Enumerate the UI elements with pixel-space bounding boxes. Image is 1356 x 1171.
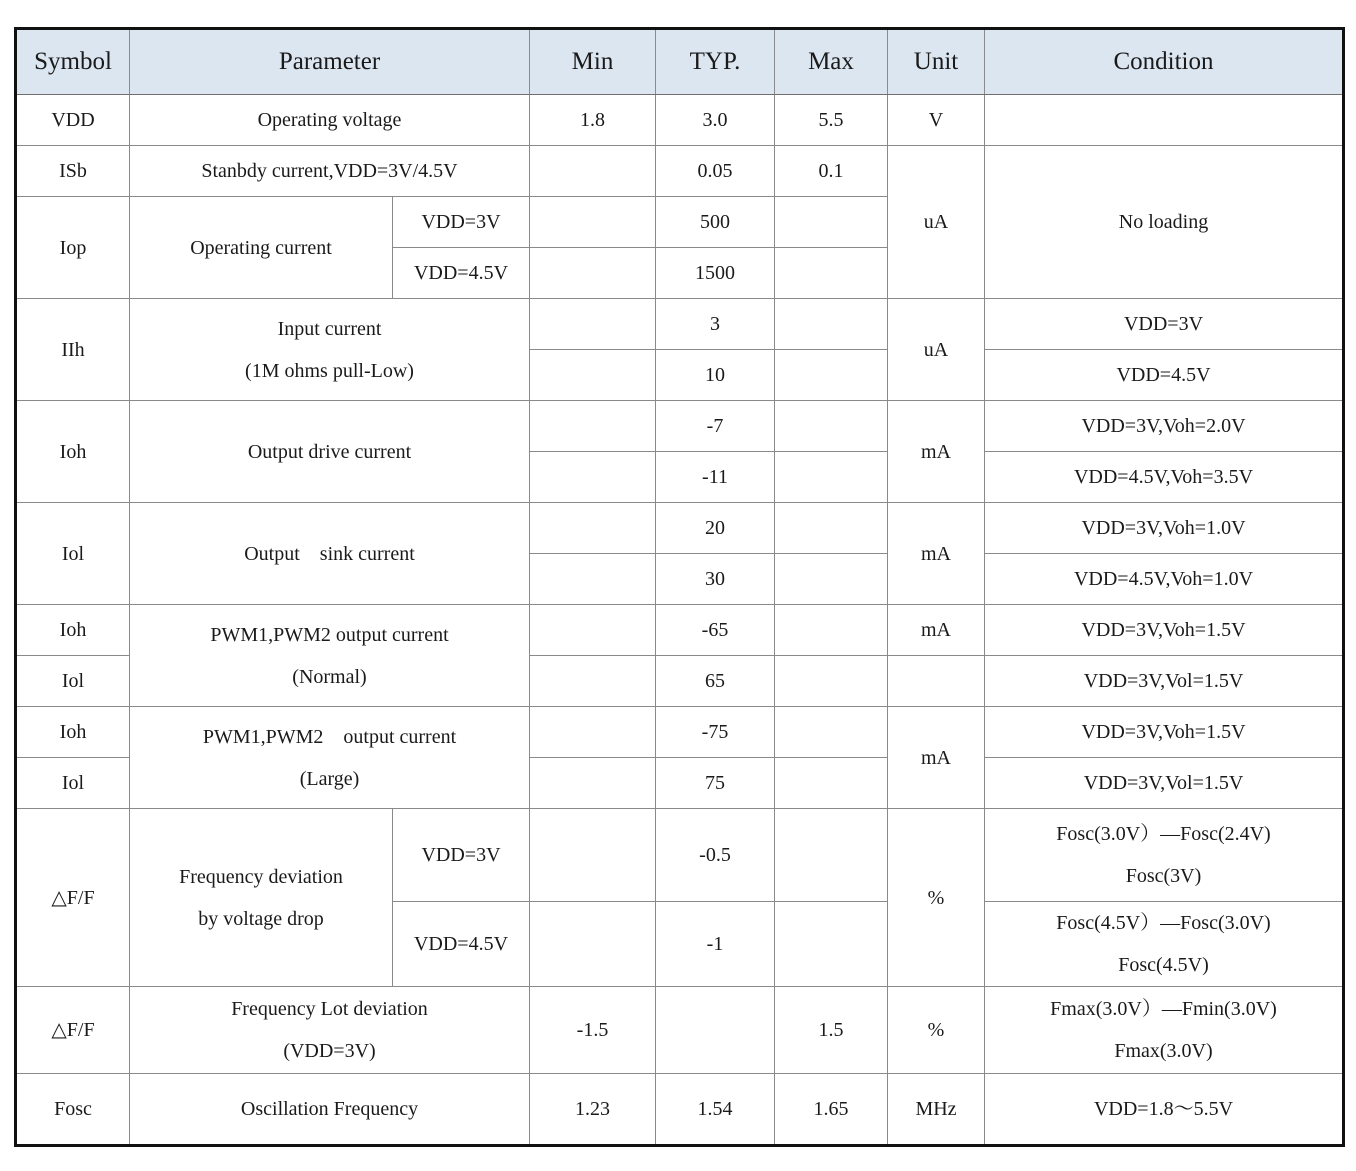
- cell-min: [530, 248, 656, 299]
- cell-typ: -0.5: [656, 809, 775, 902]
- condition-line: Fosc(4.5V): [1118, 954, 1209, 976]
- cell-min: [530, 758, 656, 809]
- cell-max: [775, 605, 888, 656]
- cell-parameter: [130, 707, 530, 809]
- cell-symbol: △F/F: [16, 987, 130, 1074]
- cell-parameter: [130, 605, 530, 707]
- cell-unit: mA: [888, 707, 985, 809]
- cell-parameter: Output drive current: [130, 401, 530, 503]
- cell-min: [530, 146, 656, 197]
- table-row: [16, 299, 1344, 350]
- condition-line: Fmax(3.0V): [1114, 1040, 1213, 1062]
- cell-symbol: Iop: [16, 197, 130, 299]
- header-min: Min: [530, 29, 656, 95]
- parameter-line: Input current: [277, 317, 382, 340]
- cell-max: [775, 197, 888, 248]
- cell-max: [775, 809, 888, 902]
- cell-typ: 75: [656, 758, 775, 809]
- cell-condition: VDD=4.5V,Voh=3.5V: [985, 452, 1344, 503]
- parameter-line: Frequency Lot deviation: [231, 998, 428, 1020]
- cell-typ: -11: [656, 452, 775, 503]
- cell-min: [530, 350, 656, 401]
- cell-unit: [888, 656, 985, 707]
- cell-typ: -1: [656, 902, 775, 987]
- header-symbol: Symbol: [16, 29, 130, 95]
- cell-symbol: Fosc: [16, 1074, 130, 1146]
- table-row: [16, 987, 1344, 1074]
- cell-symbol: △F/F: [16, 809, 130, 987]
- cell-symbol: Iol: [16, 503, 130, 605]
- cell-typ: -75: [656, 707, 775, 758]
- cell-typ: -65: [656, 605, 775, 656]
- cell-unit: mA: [888, 605, 985, 656]
- parameter-line: (1M ohms pull-Low): [245, 359, 414, 382]
- cell-min: [530, 902, 656, 987]
- cell-condition: VDD=1.8～5.5V: [985, 1074, 1344, 1146]
- condition-line: Fosc(3V): [1125, 865, 1202, 887]
- cell-max: [775, 401, 888, 452]
- cell-condition: VDD=3V,Voh=1.0V: [985, 503, 1344, 554]
- cell-typ: [656, 987, 775, 1074]
- cell-min: [530, 707, 656, 758]
- parameter-line: (Normal): [292, 665, 367, 688]
- table-row: [16, 809, 1344, 902]
- condition-line: Fmax(3.0V）—Fmin(3.0V): [1050, 998, 1277, 1020]
- cell-max: [775, 554, 888, 605]
- cell-max: [775, 758, 888, 809]
- cell-typ: 3: [656, 299, 775, 350]
- cell-symbol: Ioh: [16, 401, 130, 503]
- cell-max: [775, 902, 888, 987]
- parameter-line: by voltage drop: [198, 907, 324, 930]
- table-row: [16, 95, 1344, 146]
- cell-typ: 10: [656, 350, 775, 401]
- cell-condition: VDD=3V: [985, 299, 1344, 350]
- cell-min: [530, 503, 656, 554]
- table-row: [16, 401, 1344, 452]
- cell-parameter: [130, 809, 393, 987]
- cell-min: 1.8: [530, 95, 656, 146]
- cell-symbol: VDD: [16, 95, 130, 146]
- header-parameter: Parameter: [130, 29, 530, 95]
- cell-symbol: IIh: [16, 299, 130, 401]
- cell-sub-condition: VDD=3V: [393, 809, 530, 902]
- header-condition: Condition: [985, 29, 1344, 95]
- cell-unit: V: [888, 95, 985, 146]
- cell-sub-condition: VDD=3V: [393, 197, 530, 248]
- cell-sub-condition: VDD=4.5V: [393, 902, 530, 987]
- table-row: [16, 503, 1344, 554]
- parameter-line: PWM1,PWM2 output current: [202, 725, 457, 748]
- cell-condition: VDD=3V,Vol=1.5V: [985, 656, 1344, 707]
- cell-unit: uA: [888, 146, 985, 299]
- cell-typ: 0.05: [656, 146, 775, 197]
- condition-line: Fosc(3.0V）—Fosc(2.4V): [1056, 823, 1271, 845]
- cell-condition: VDD=4.5V: [985, 350, 1344, 401]
- spec-table-container: [14, 27, 1345, 1147]
- header-max: Max: [775, 29, 888, 95]
- cell-max: 5.5: [775, 95, 888, 146]
- cell-min: [530, 809, 656, 902]
- cell-min: 1.23: [530, 1074, 656, 1146]
- cell-min: [530, 554, 656, 605]
- cell-condition: [985, 95, 1344, 146]
- table-row: [16, 605, 1344, 656]
- cell-max: 1.5: [775, 987, 888, 1074]
- header-unit: Unit: [888, 29, 985, 95]
- cell-typ: 1.54: [656, 1074, 775, 1146]
- cell-condition: [985, 809, 1344, 902]
- cell-min: [530, 197, 656, 248]
- cell-parameter: [130, 987, 530, 1074]
- cell-min: [530, 656, 656, 707]
- cell-typ: -7: [656, 401, 775, 452]
- condition-line: Fosc(4.5V）—Fosc(3.0V): [1056, 912, 1271, 934]
- cell-condition: VDD=3V,Voh=1.5V: [985, 605, 1344, 656]
- parameter-line: (Large): [299, 767, 360, 790]
- header-row: [16, 29, 1344, 95]
- cell-condition: VDD=3V,Voh=2.0V: [985, 401, 1344, 452]
- cell-max: [775, 503, 888, 554]
- cell-condition: [985, 987, 1344, 1074]
- cell-max: [775, 656, 888, 707]
- parameter-line: PWM1,PWM2 output current: [210, 623, 449, 646]
- cell-unit: %: [888, 987, 985, 1074]
- parameter-line: (VDD=3V): [283, 1040, 376, 1062]
- cell-symbol: Iol: [16, 758, 130, 809]
- cell-sub-condition: VDD=4.5V: [393, 248, 530, 299]
- cell-min: [530, 299, 656, 350]
- cell-parameter: Oscillation Frequency: [130, 1074, 530, 1146]
- cell-parameter: Stanbdy current,VDD=3V/4.5V: [130, 146, 530, 197]
- cell-min: [530, 605, 656, 656]
- cell-max: [775, 299, 888, 350]
- header-typ: TYP.: [656, 29, 775, 95]
- cell-parameter: Operating current: [130, 197, 393, 299]
- cell-condition: VDD=4.5V,Voh=1.0V: [985, 554, 1344, 605]
- cell-unit: %: [888, 809, 985, 987]
- cell-unit: mA: [888, 503, 985, 605]
- cell-symbol: Iol: [16, 656, 130, 707]
- cell-typ: 65: [656, 656, 775, 707]
- parameter-line: Frequency deviation: [179, 865, 343, 888]
- cell-condition: VDD=3V,Voh=1.5V: [985, 707, 1344, 758]
- cell-max: 1.65: [775, 1074, 888, 1146]
- cell-symbol: Ioh: [16, 707, 130, 758]
- cell-max: [775, 452, 888, 503]
- cell-min: [530, 401, 656, 452]
- table-row: [16, 146, 1344, 197]
- table-row: [16, 1074, 1344, 1146]
- cell-unit: MHz: [888, 1074, 985, 1146]
- cell-max: [775, 707, 888, 758]
- table-row: [16, 707, 1344, 758]
- cell-symbol: Ioh: [16, 605, 130, 656]
- electrical-characteristics-table: [14, 27, 1345, 1147]
- cell-condition: No loading: [985, 146, 1344, 299]
- cell-symbol: ISb: [16, 146, 130, 197]
- cell-unit: mA: [888, 401, 985, 503]
- cell-typ: 3.0: [656, 95, 775, 146]
- cell-max: [775, 248, 888, 299]
- cell-condition: VDD=3V,Vol=1.5V: [985, 758, 1344, 809]
- cell-typ: 20: [656, 503, 775, 554]
- cell-parameter: Output sink current: [130, 503, 530, 605]
- cell-condition: [985, 902, 1344, 987]
- cell-min: [530, 452, 656, 503]
- cell-typ: 30: [656, 554, 775, 605]
- cell-typ: 1500: [656, 248, 775, 299]
- cell-typ: 500: [656, 197, 775, 248]
- cell-parameter: [130, 299, 530, 401]
- cell-max: [775, 350, 888, 401]
- cell-unit: uA: [888, 299, 985, 401]
- cell-min: -1.5: [530, 987, 656, 1074]
- cell-parameter: Operating voltage: [130, 95, 530, 146]
- cell-max: 0.1: [775, 146, 888, 197]
